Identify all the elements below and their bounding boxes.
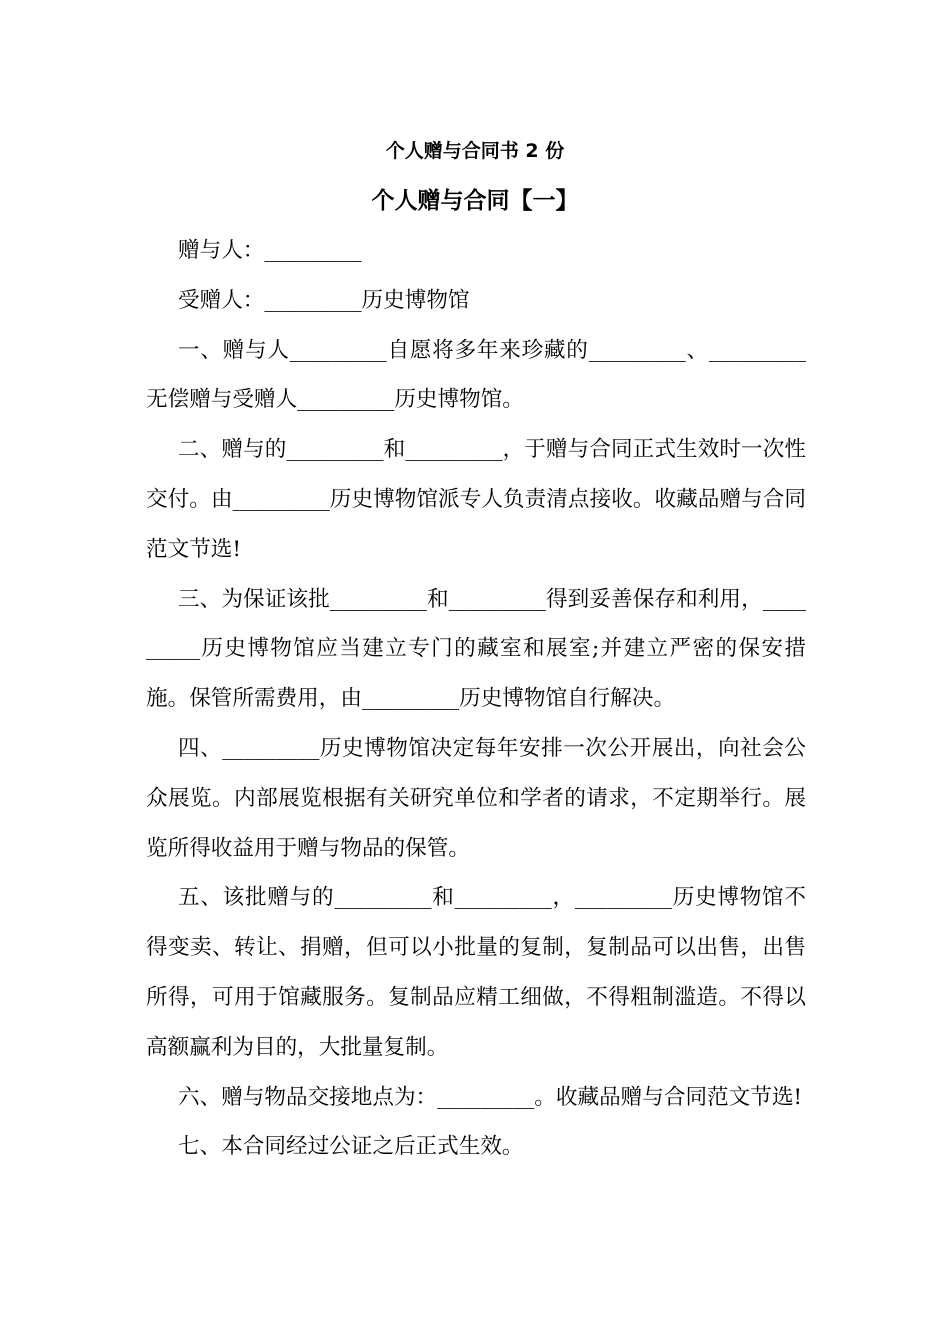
clause-4: 四、_________历史博物馆决定每年安排一次公开展出，向社会公众展览。内部展览根据有关研究单位和学者的请求，不定期举行。展览所得收益用于赠与物品的保管。	[146, 735, 806, 861]
donor-line: 赠与人：_________	[178, 238, 362, 263]
clause-1: 一、赠与人_________自愿将多年来珍藏的_________、_________无偿赠与受赠人_________历史博物馆。	[146, 337, 806, 413]
clause-5: 五、该批赠与的_________和_________，_________历史博物馆不得变卖、转让、捐赠，但可以小批量的复制，复制品可以出售，出售所得，可用于馆藏服务。复制品应精工细做，不得粗制滥造。不得以高额赢利为目的，大批量复制。	[146, 885, 806, 1060]
clause-6: 六、赠与物品交接地点为：_________。收藏品赠与合同范文节选!	[178, 1084, 803, 1110]
contract-subtitle: 个人赠与合同【一】	[371, 188, 579, 214]
clause-2: 二、赠与的_________和_________，于赠与合同正式生效时一次性交付。由_________历史博物馆派专人负责清点接收。收藏品赠与合同范文节选!	[146, 437, 806, 562]
clause-3: 三、为保证该批_________和_________得到妥善保存和利用，_________历史博物馆应当建立专门的藏室和展室;并建立严密的保安措施。保管所需费用，由_________历史博物馆自行解决。	[146, 586, 806, 712]
contract-body	[146, 226, 806, 1172]
clause-7: 七、本合同经过公证之后正式生效。	[178, 1134, 524, 1160]
recipient-line: 受赠人：_________历史博物馆	[178, 287, 470, 313]
document-title: 个人赠与合同书 2 份	[385, 140, 565, 162]
